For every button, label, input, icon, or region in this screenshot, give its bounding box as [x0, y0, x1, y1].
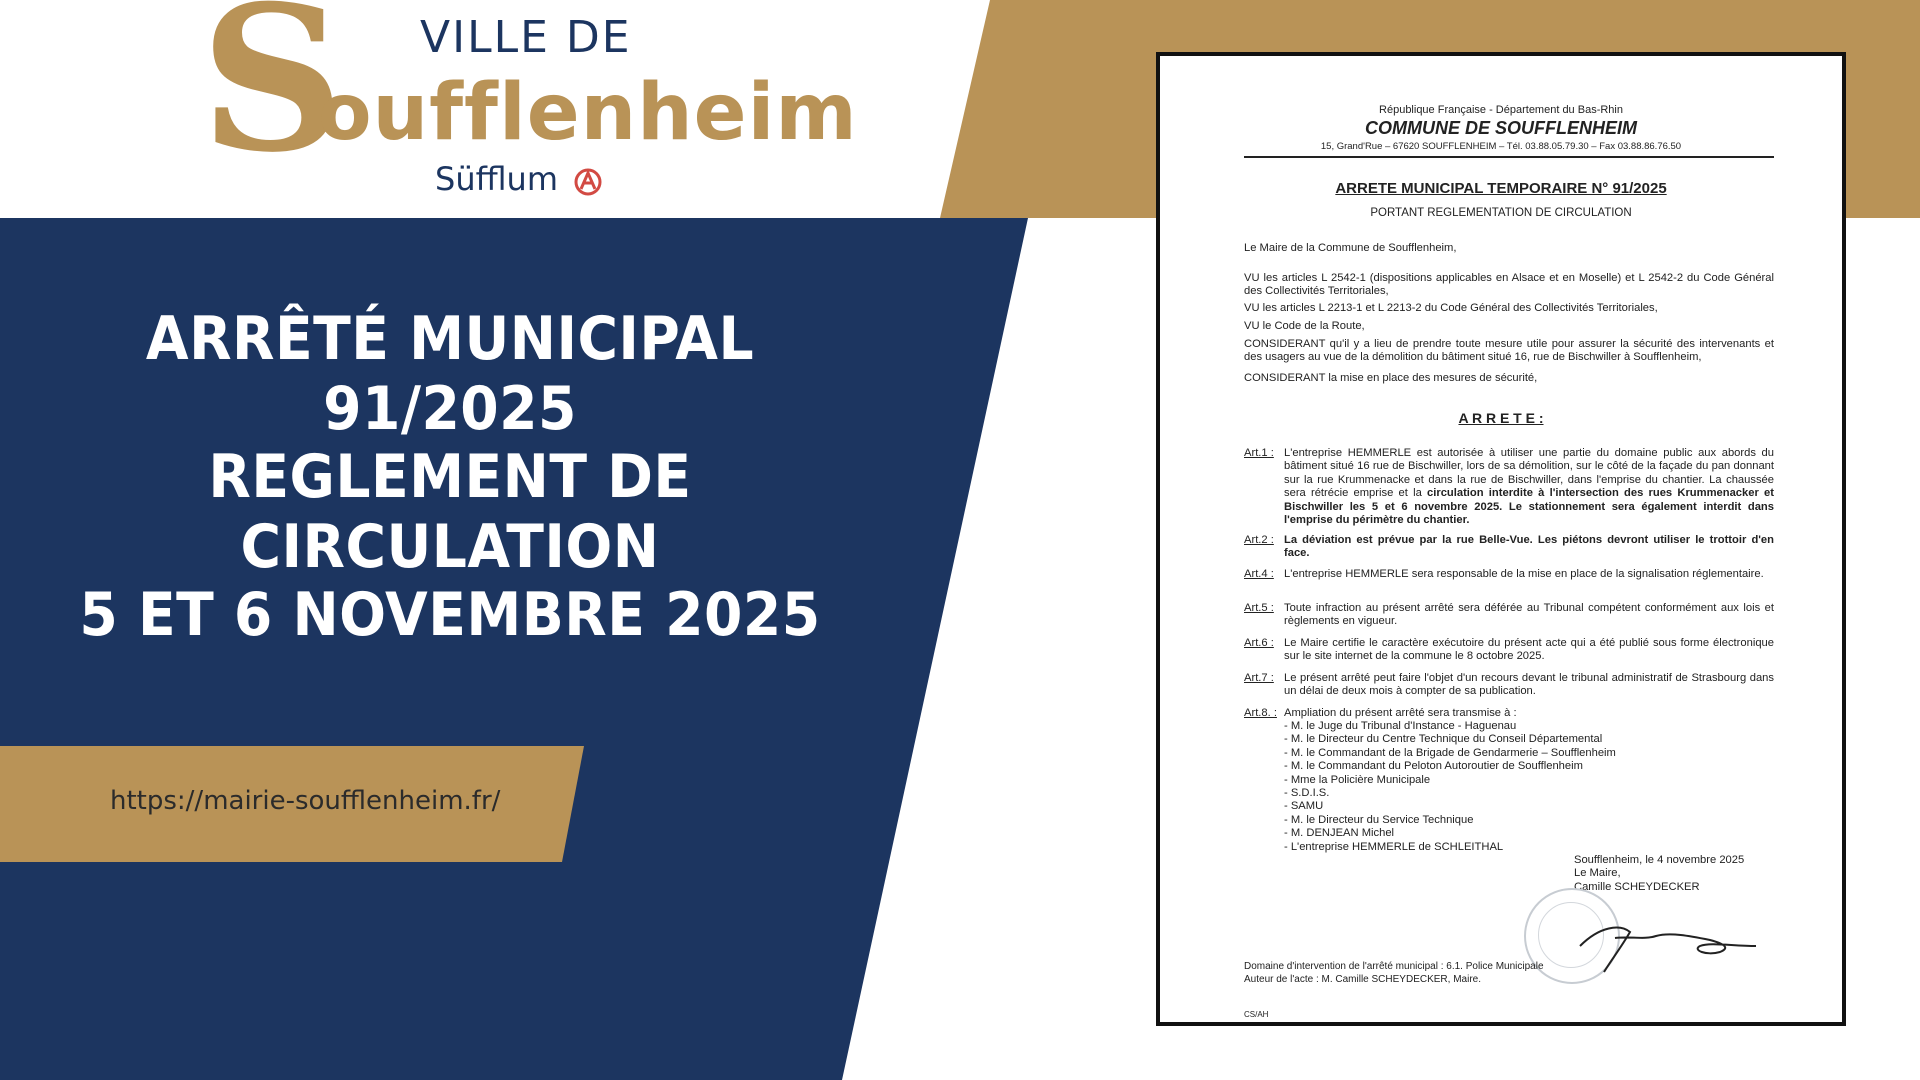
article-number: Art.1 : [1244, 447, 1274, 459]
article-number: Art.5 : [1244, 602, 1274, 614]
article-number: Art.6 : [1244, 637, 1274, 649]
article-text: L'entreprise HEMMERLE sera responsable de la mise en place de la signalisation réglementaire. [1284, 568, 1764, 580]
doc-consideration: VU le Code de la Route, [1244, 320, 1365, 332]
recipient-item: - M. DENJEAN Michel [1284, 827, 1395, 840]
doc-consideration: VU les articles L 2542-1 (dispositions applicables en Alsace et en Moselle) et L 2542-2 du Code Général des Collectivités Territoriales, [1244, 272, 1774, 298]
doc-initials: CS/AH [1244, 1010, 1269, 1019]
arrete-document [1156, 52, 1846, 1026]
recipient-item: - M. le Commandant de la Brigade de Gendarmerie – Soufflenheim [1284, 746, 1616, 759]
signature-role: Le Maire, [1574, 867, 1621, 880]
alsace-heart-icon [573, 167, 603, 197]
recipients-list [1284, 720, 1616, 854]
article-text: L'entreprise HEMMERLE est autorisée à utiliser une partie du domaine public aux abords du bâtiment situé 16 rue de Bischwiller, lors de sa démolition, sur le côté de la façade du pan donnant sur la rue Krummenacke et dans la rue de Bischwiller, dans l'emprise du chantier. La chaussée sera rétrécie emprise et la circulation interdite à l'intersection des rues Krummenacker et Bischwiller les 5 et 6 novembre 2025. Le stationnement sera également interdit dans l'emprise du périmètre du chantier. [1284, 447, 1774, 527]
signature-name: Camille SCHEYDECKER [1574, 880, 1700, 893]
doc-address: 15, Grand'Rue – 67620 SOUFFLENHEIM – Tél. 03.88.05.79.30 – Fax 03.88.86.76.50 [1320, 141, 1682, 152]
doc-footer-domain: Domaine d'intervention de l'arrêté municipal : 6.1. Police Municipale [1244, 961, 1544, 972]
logo-initial-s: S [200, 0, 345, 197]
headline-subject: REGLEMENT DE CIRCULATION [208, 442, 692, 582]
recipient-item: - Mme la Policière Municipale [1284, 773, 1431, 786]
logo-alsatian-name: Süfflum [435, 160, 558, 198]
recipient-item: - M. le Commandant du Peloton Autoroutier de Soufflenheim [1284, 760, 1583, 773]
doc-header-rule [1244, 156, 1774, 158]
headline-title: ARRÊTÉ MUNICIPAL 91/2025 [145, 304, 755, 444]
website-link[interactable]: https://mairie-soufflenheim.fr/ [110, 786, 501, 816]
doc-header-top: République Française - Département du Bas-Rhin [1379, 104, 1623, 116]
signature-place-date: Soufflenheim, le 4 novembre 2025 [1574, 854, 1745, 866]
recipient-item: - S.D.I.S. [1284, 787, 1330, 800]
doc-footer-author: Auteur de l'acte : M. Camille SCHEYDECKER, Maire. [1244, 974, 1481, 985]
recipient-item: - L'entreprise HEMMERLE de SCHLEITHAL [1284, 840, 1504, 853]
doc-consideration: VU les articles L 2213-1 et L 2213-2 du Code Général des Collectivités Territoriales, [1244, 302, 1658, 314]
doc-title: ARRETE MUNICIPAL TEMPORAIRE N° 91/2025 [1335, 180, 1667, 197]
article-number: Art.4 : [1244, 568, 1274, 580]
doc-consideration: CONSIDERANT qu'il y a lieu de prendre toute mesure utile pour assurer la sécurité des intervenants et des usagers au vue de la démolition du bâtiment situé 16, rue de Bischwiller à Soufflenheim, [1244, 338, 1774, 364]
headline-dates: 5 ET 6 NOVEMBRE 2025 [79, 580, 821, 650]
recipient-item: - SAMU [1284, 800, 1324, 813]
handwritten-signature [1560, 906, 1760, 976]
article-text: Ampliation du présent arrêté sera transmise à : [1284, 707, 1517, 719]
doc-consideration: CONSIDERANT la mise en place des mesures de sécurité, [1244, 372, 1538, 384]
recipient-item: - M. le Directeur du Centre Technique du Conseil Départemental [1284, 733, 1603, 746]
article-text: Toute infraction au présent arrêté sera déférée au Tribunal compétent conformément aux lois et règlements en vigueur. [1284, 602, 1774, 628]
recipient-item: - M. le Directeur du Service Technique [1284, 813, 1474, 826]
doc-commune: COMMUNE DE SOUFFLENHEIM [1365, 118, 1637, 138]
article-number: Art.7 : [1244, 672, 1274, 684]
doc-arrete-heading: A R R E T E : [1458, 410, 1544, 426]
article-text: Le présent arrêté peut faire l'objet d'un recours devant le tribunal administratif de Strasbourg dans un délai de deux mois à compter de sa publication. [1284, 672, 1774, 698]
doc-subtitle: PORTANT REGLEMENTATION DE CIRCULATION [1370, 207, 1632, 219]
article-number: Art.2 : [1244, 534, 1274, 546]
article-number: Art.8. : [1244, 707, 1277, 719]
signature-block [1574, 854, 1744, 894]
article-text: La déviation est prévue par la rue Belle-Vue. Les piétons devront utiliser le trottoir d'en face. [1284, 534, 1774, 560]
logo-town-name: oufflenheim [318, 68, 858, 158]
logo-ville-de: VILLE DE [420, 12, 632, 63]
recipient-item: - M. le Juge du Tribunal d'Instance - Haguenau [1284, 720, 1517, 732]
article-text: Le Maire certifie le caractère exécutoire du présent acte qui a été publié sous forme électronique sur le site internet de la commune le 8 octobre 2025. [1284, 637, 1774, 663]
doc-intro: Le Maire de la Commune de Soufflenheim, [1244, 242, 1457, 254]
